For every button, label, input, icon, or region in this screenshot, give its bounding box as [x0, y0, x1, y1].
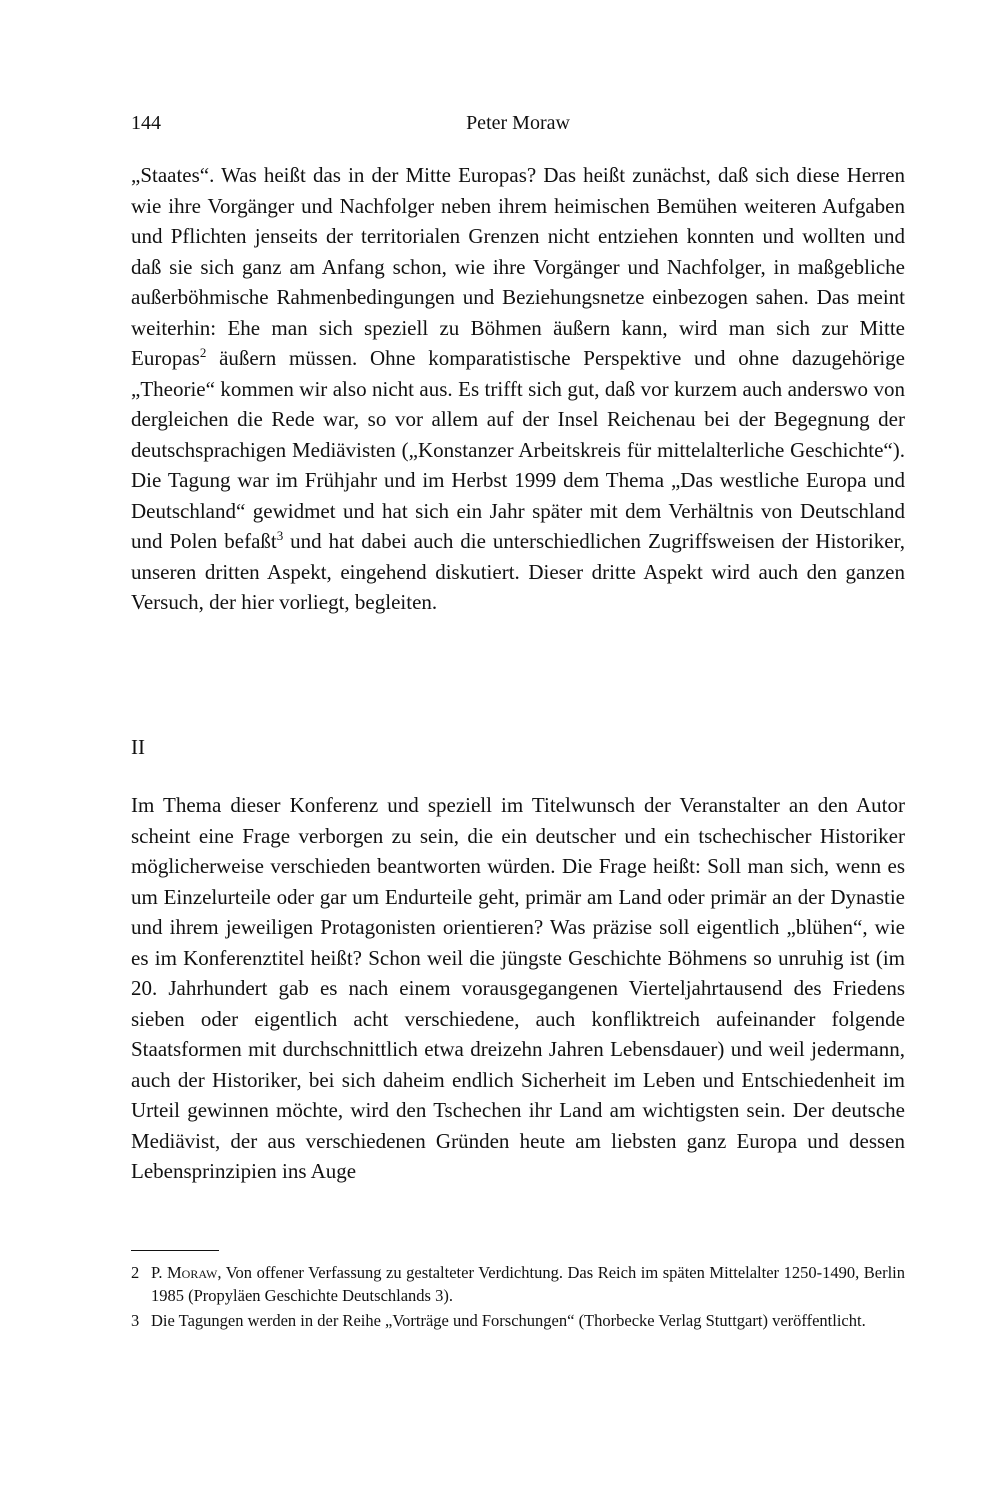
footnote-marker-3: 3 — [276, 528, 284, 543]
footnote-number: 3 — [131, 1311, 140, 1330]
footnote-marker-2: 2 — [199, 345, 207, 360]
page-number: 144 — [131, 112, 161, 134]
footnote-text: , Von offener Verfassung zu gestalteter Verdichtung. Das Reich im späten Mittelalter 1250-1490, Berlin 1985 (Propyläen Geschichte Deutschlands 3). — [151, 1263, 905, 1305]
footnotes — [131, 1261, 905, 1334]
body-paragraph-1 — [131, 160, 905, 618]
footnote-divider — [131, 1250, 219, 1251]
footnote-text: Die Tagungen werden in der Reihe „Vorträge und Forschungen“ (Thorbecke Verlag Stuttgart) veröffentlicht. — [151, 1311, 866, 1330]
running-head: Peter Moraw — [466, 112, 570, 134]
footnote-3 — [131, 1309, 905, 1332]
section-heading: II — [131, 735, 145, 759]
footnote-2 — [131, 1261, 905, 1307]
paragraph-1-text-b: äußern müssen. Ohne komparatistische Perspektive und ohne dazugehörige „Theorie“ kommen wir also nicht aus. Es trifft sich gut, daß vor kurzem auch anderswo von dergleichen die Rede war, so vor allem auf der Insel Reichenau bei der Begegnung der deutschsprachigen Mediävisten („Konstanzer Arbeitskreis für mittelalterliche Geschichte“). Die Tagung war im Frühjahr und im Herbst 1999 dem Thema „Das westliche Europa und Deutschland“ gewidmet und hat sich ein Jahr später mit dem Verhältnis von Deutschland und Polen befaßt — [131, 346, 905, 553]
footnote-number: 2 — [131, 1263, 140, 1282]
body-paragraph-2: Im Thema dieser Konferenz und speziell im Titelwunsch der Veranstalter an den Autor scheint eine Frage verborgen zu sein, die ein deutscher und ein tschechischer Historiker möglicherweise verschieden beantworten würden. Die Frage heißt: Soll man sich, wenn es um Einzelurteile oder gar um Endurteile geht, primär am Land oder primär an der Dynastie und ihrem jeweiligen Protagonisten orientieren? Was präzise soll eigentlich „blühen“, wie es im Konferenztitel heißt? Schon weil die jüngste Geschichte Böhmens so unruhig ist (im 20. Jahrhundert gab es nach einem vorausgegangenen Vierteljahrtausend des Friedens sieben oder eigentlich acht verschiedene, auch konfliktreich aufeinander folgende Staatsformen mit durchschnittlich etwa dreizehn Jahren Lebensdauer) und weil jedermann, auch der Historiker, bei sich daheim endlich Sicherheit im Leben und Entschiedenheit im Urteil gewinnen möchte, wird den Tschechen ihr Land am wichtigsten sein. Der deutsche Mediävist, der aus verschiedenen Gründen heute am liebsten ganz Europa und dessen Lebensprinzipien ins Auge — [131, 793, 905, 1183]
paragraph-1-text-a: „Staates“. Was heißt das in der Mitte Europas? Das heißt zunächst, daß sich diese Herren wie ihre Vorgänger und Nachfolger neben ihrem heimischen Bemühen weiteren Aufgaben und Pflichten jenseits der territorialen Grenzen nicht entziehen konnten und wollten und daß sie sich ganz am Anfang schon, wie ihre Vorgänger und Nachfolger, in maßgebliche außerböhmische Rahmenbedingungen und Beziehungsnetze einbezogen sahen. Das meint weiterhin: Ehe man sich speziell zu Böhmen äußern kann, wird man sich zur Mitte Europas — [131, 163, 905, 370]
footnote-author: P. Moraw — [151, 1263, 218, 1282]
paragraph-1-text-c: und hat dabei auch die unterschiedlichen Zugriffsweisen der Historiker, unseren dritten Aspekt, eingehend diskutiert. Dieser dritte Aspekt wird auch den ganzen Versuch, der hier vorliegt, begleiten. — [131, 529, 905, 614]
page-header — [131, 112, 905, 142]
